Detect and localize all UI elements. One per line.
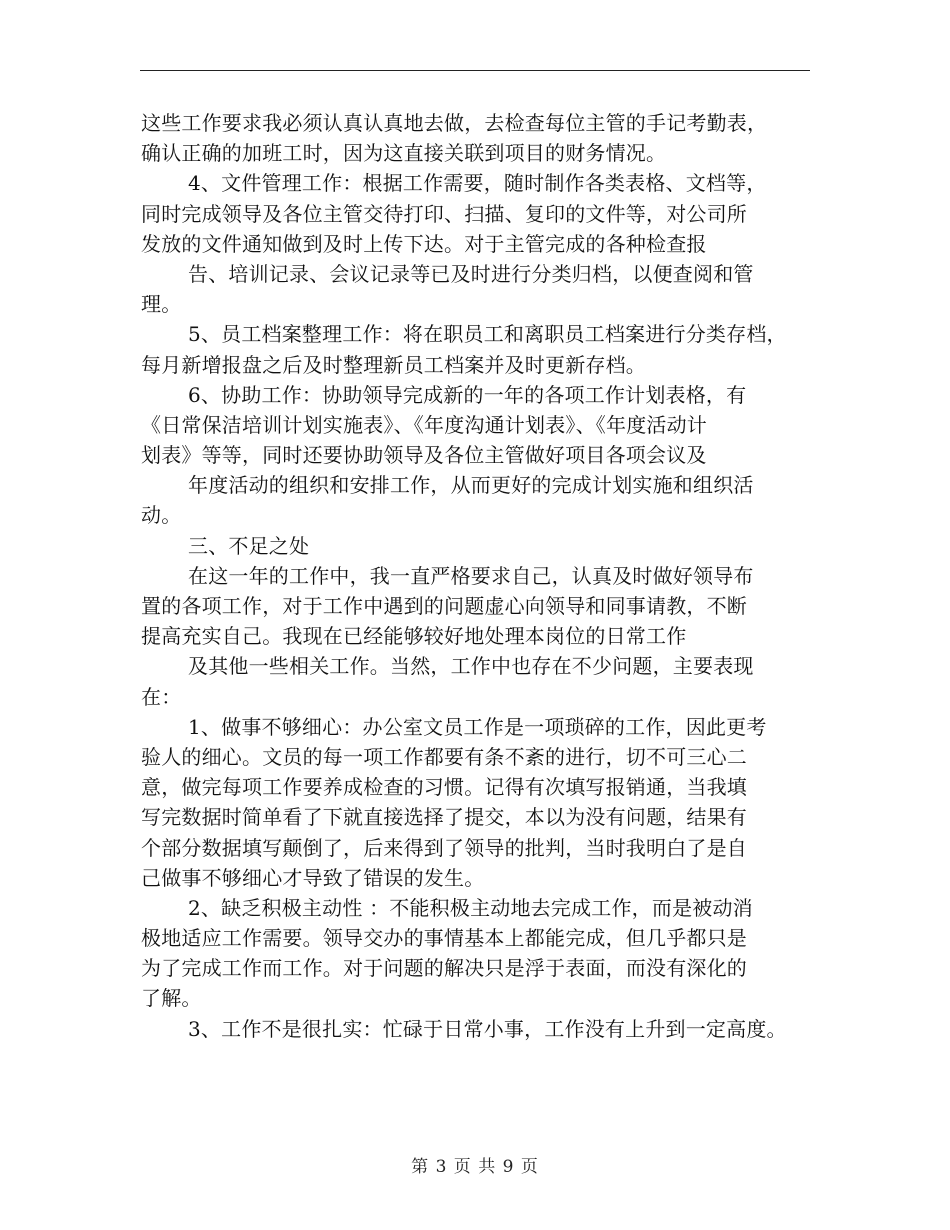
text-line: 确认正确的加班工时，因为这直接关联到项目的财务情况。: [141, 141, 667, 166]
text-line: 1、做事不够细心：办公室文员工作是一项琐碎的工作，因此更考: [188, 714, 767, 739]
text-line: 了解。: [141, 986, 202, 1011]
text-line: 3、工作不是很扎实：忙碌于日常小事，工作没有上升到一定高度。: [188, 1016, 787, 1041]
text-line: 划表》等等，同时还要协助领导及各位主管做好项目各项会议及: [141, 443, 707, 468]
text-line: 个部分数据填写颠倒了，后来得到了领导的批判，当时我明白了是自: [141, 835, 747, 860]
text-line: 年度活动的组织和安排工作，从而更好的完成计划实施和组织活: [188, 473, 754, 498]
text-line: 理。: [141, 292, 182, 317]
text-line: 极地适应工作需要。领导交办的事情基本上都能完成，但几乎都只是: [141, 926, 747, 951]
text-line: 每月新增报盘之后及时整理新员工档案并及时更新存档。: [141, 352, 646, 377]
text-line: 己做事不够细心才导致了错误的发生。: [141, 865, 485, 890]
text-line: 这些工作要求我必须认真认真地去做，去检查每位主管的手记考勤表，: [141, 111, 768, 135]
text-line: 6、协助工作：协助领导完成新的一年的各项工作计划表格，有: [188, 382, 747, 407]
header-rule: [140, 70, 810, 71]
text-line: 2、缺乏积极主动性 ：不能积极主动地去完成工作，而是被动消: [188, 895, 753, 920]
text-line: 在：: [141, 684, 182, 709]
text-line: 置的各项工作，对于工作中遇到的问题虚心向领导和同事请教，不断: [141, 594, 747, 618]
text-line: 写完数据时简单看了下就直接选择了提交，本以为没有问题，结果有: [141, 805, 747, 830]
text-line: 发放的文件通知做到及时上传下达。对于主管完成的各种检查报: [141, 231, 707, 256]
document-body: [141, 108, 817, 1044]
text-line: 为了完成工作而工作。对于问题的解决只是浮于表面，而没有深化的: [141, 956, 747, 981]
text-line: 动。: [141, 503, 182, 528]
page-number: 第 3 页 共 9 页: [411, 1157, 539, 1177]
text-line: 及其他一些相关工作。当然，工作中也存在不少问题，主要表现: [188, 654, 754, 679]
section-heading: 三、不足之处: [188, 533, 310, 558]
text-line: 《日常保洁培训计划实施表》、《年度沟通计划表》、《年度活动计: [141, 412, 707, 437]
text-line: 在这一年的工作中，我一直严格要求自己，认真及时做好领导布: [188, 563, 754, 588]
text-line: 验人的细心。文员的每一项工作都要有条不紊的进行，切不可三心二: [141, 744, 747, 769]
text-line: 4、文件管理工作：根据工作需要，随时制作各类表格、文档等，: [188, 171, 767, 196]
text-line: 告、培训记录、会议记录等已及时进行分类归档，以便查阅和管: [188, 261, 754, 286]
text-line: 5、员工档案整理工作：将在职员工和离职员工档案进行分类存档，: [188, 322, 787, 347]
text-line: 同时完成领导及各位主管交待打印、扫描、复印的文件等，对公司所: [141, 201, 747, 226]
text-line: 提高充实自己。我现在已经能够较好地处理本岗位的日常工作: [141, 624, 687, 649]
text-line: 意，做完每项工作要养成检查的习惯。记得有次填写报销通，当我填: [141, 775, 747, 800]
